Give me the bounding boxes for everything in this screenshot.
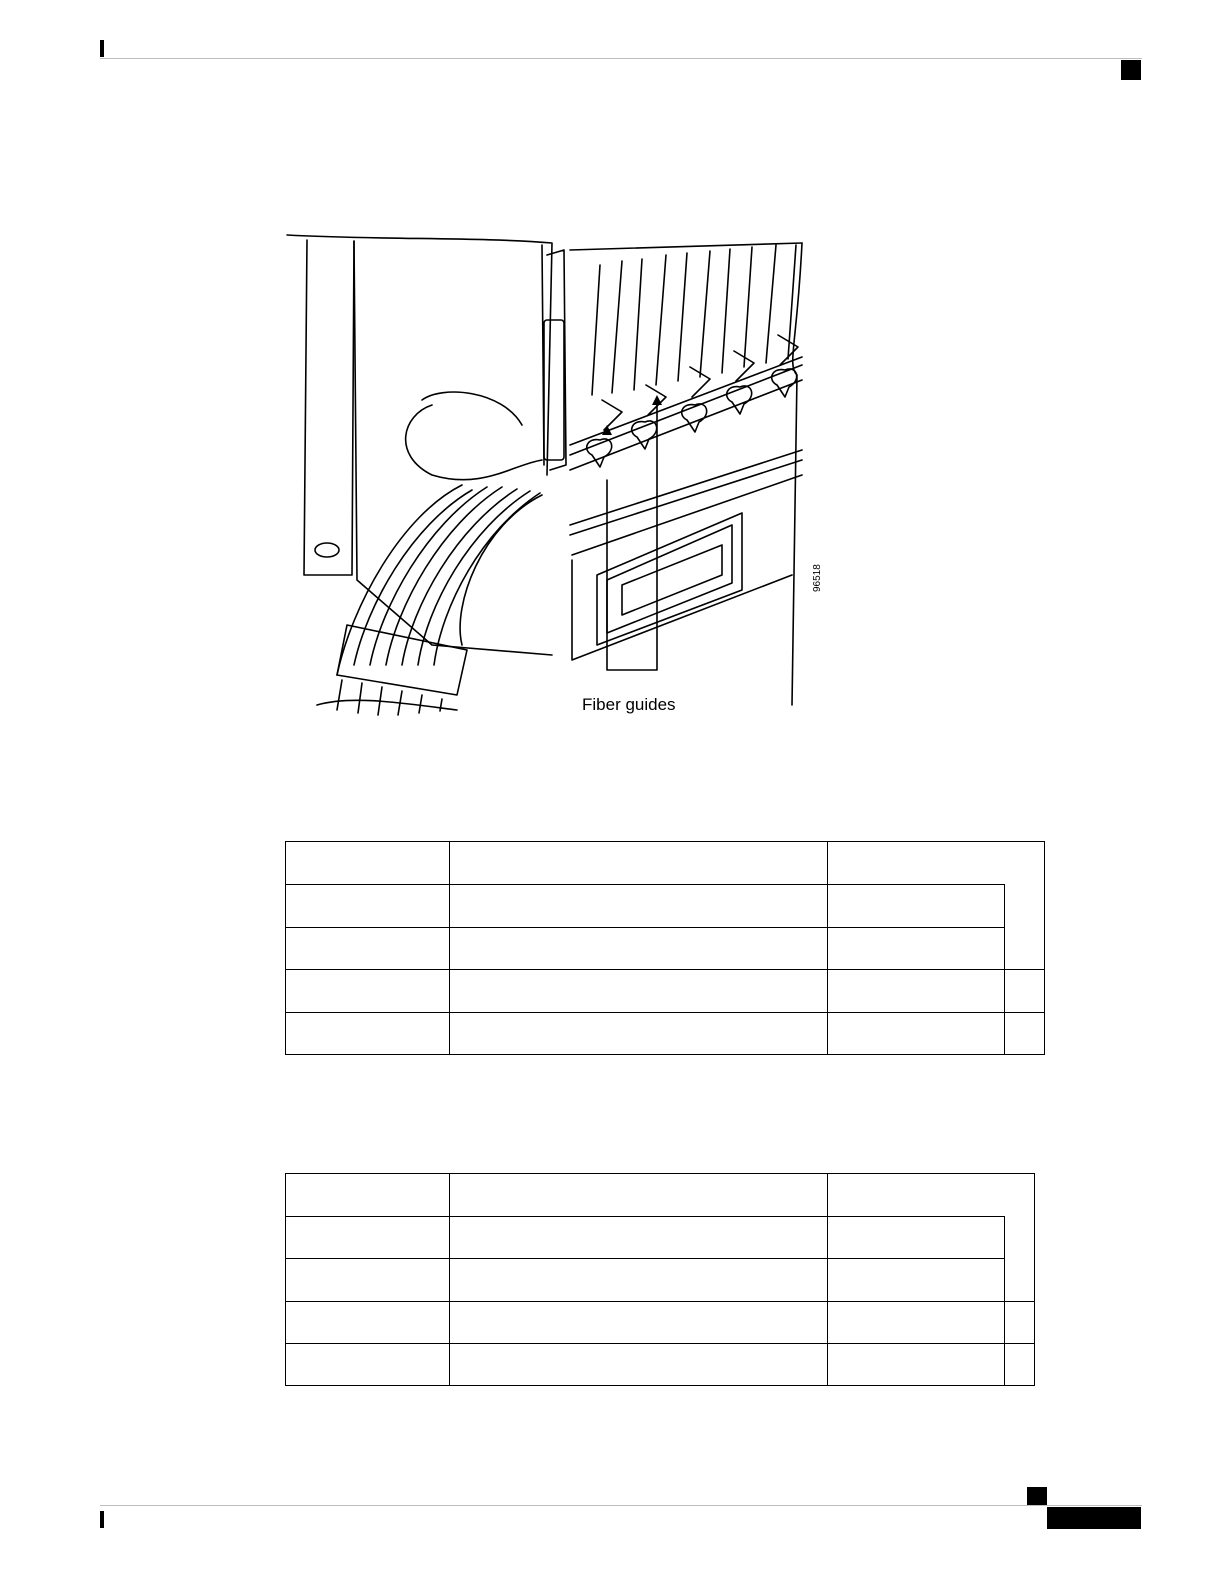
table-column-line <box>827 841 828 1055</box>
table-row <box>285 927 1005 928</box>
header-right-mark <box>1121 60 1141 80</box>
table-row <box>285 1258 1005 1259</box>
table-row <box>285 969 1045 970</box>
footer-rule <box>100 1505 1142 1506</box>
cable-management-illustration <box>282 225 842 725</box>
table-row <box>285 1385 1035 1386</box>
table-1 <box>285 841 1045 1055</box>
table-row <box>285 1216 1005 1217</box>
footer-left-mark <box>100 1511 104 1528</box>
figure-callout-label: Fiber guides <box>582 695 676 714</box>
table-column-line <box>449 841 450 1055</box>
table-row <box>285 1012 1045 1013</box>
table-row <box>285 1343 1035 1344</box>
table-column-line <box>449 1173 450 1386</box>
table-column-line <box>827 1173 828 1386</box>
table-2 <box>285 1173 1035 1386</box>
footer-page-mark <box>1027 1487 1047 1505</box>
table-column-line <box>1044 841 1045 1055</box>
header-rule <box>100 58 1142 59</box>
table-column-line <box>1004 884 1005 1055</box>
figure-id: 96518 <box>812 564 823 592</box>
table-row <box>285 841 1045 842</box>
footer-page-tab <box>1047 1507 1141 1529</box>
table-column-line <box>1034 1173 1035 1386</box>
table-column-line <box>1004 1216 1005 1386</box>
table-row <box>285 1173 1035 1174</box>
table-column-line <box>285 841 286 1055</box>
table-row <box>285 1054 1045 1055</box>
table-column-line <box>285 1173 286 1386</box>
header-left-mark <box>100 40 104 57</box>
table-row <box>285 884 1005 885</box>
table-row <box>285 1301 1035 1302</box>
